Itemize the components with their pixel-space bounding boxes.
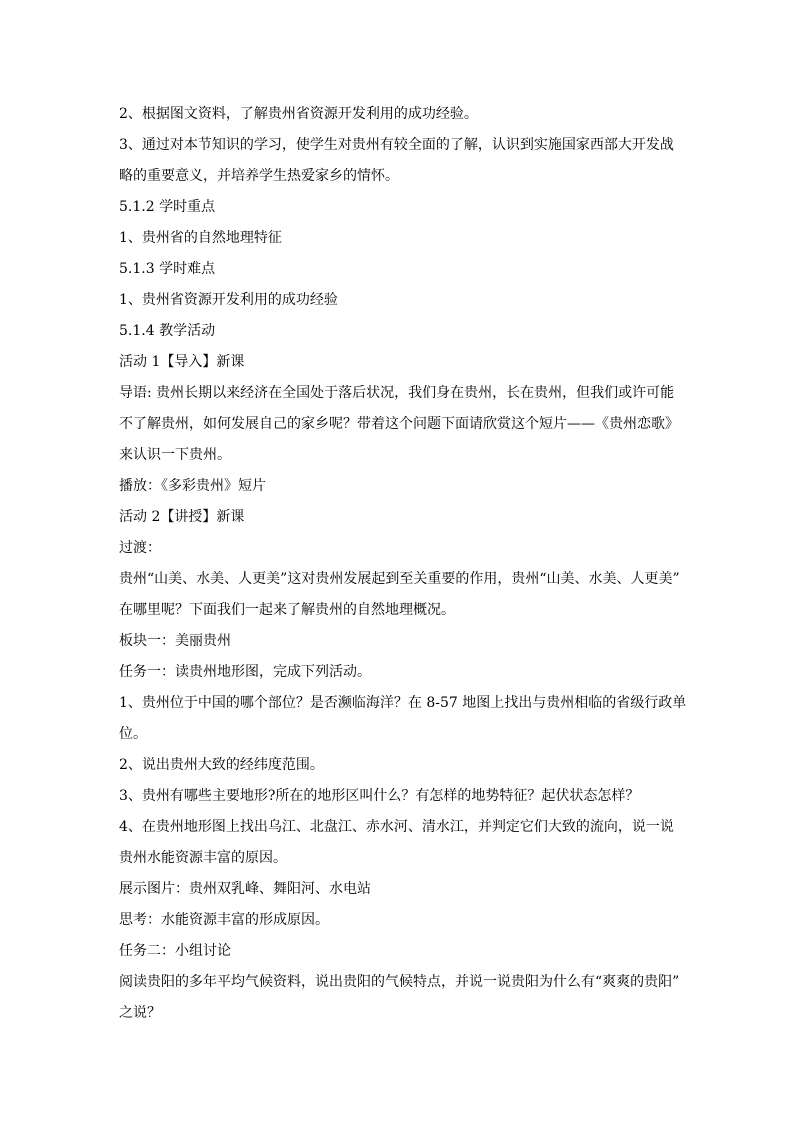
objective-3-line: 3、通过对本节知识的学习，使学生对贵州有较全面的了解，认识到实施国家西部大开发战 xyxy=(119,137,674,153)
transition-label: 过渡： xyxy=(119,540,161,556)
difficulty-item: 1、贵州省资源开发利用的成功经验 xyxy=(119,292,338,308)
objective-2-line: 2、根据图文资料，了解贵州省资源开发利用的成功经验。 xyxy=(119,106,478,122)
task-1-question-3: 3、贵州有哪些主要地形?所在的地形区叫什么？有怎样的地势特征？起伏状态怎样？ xyxy=(119,788,640,804)
task-1-question-1-continuation: 位。 xyxy=(119,726,147,742)
key-point-item: 1、贵州省的自然地理特征 xyxy=(119,230,282,246)
task-2-paragraph-line: 阅读贵阳的多年平均气候资料，说出贵阳的气候特点，并说一说贵阳为什么有“爽爽的贵阳” xyxy=(119,974,680,990)
task-2-heading: 任务二：小组讨论 xyxy=(119,943,231,959)
task-1-question-4: 4、在贵州地形图上找出乌江、北盘江、赤水河、清水江，并判定它们大致的流向，说一说 xyxy=(119,819,674,835)
play-video-line: 播放：《多彩贵州》短片 xyxy=(119,478,266,494)
task-1-question-1: 1、贵州位于中国的哪个部位？是否濒临海洋？在 8-57 地图上找出与贵州相临的省级行政单 xyxy=(119,695,687,711)
section-heading-key-points: 5.1.2 学时重点 xyxy=(119,199,216,215)
task-1-question-2: 2、说出贵州大致的经纬度范围。 xyxy=(119,757,324,773)
task-1-question-4-continuation: 贵州水能资源丰富的原因。 xyxy=(119,850,287,866)
objective-3-continuation-line: 略的重要意义，并培养学生热爱家乡的情怀。 xyxy=(119,168,399,184)
transition-paragraph-line: 贵州“山美、水美、人更美”这对贵州发展起到至关重要的作用，贵州“山美、水美、人更美” xyxy=(119,571,680,587)
document-body xyxy=(119,99,687,1029)
task-2-paragraph-line: 之说？ xyxy=(119,1005,161,1021)
intro-paragraph-line: 不了解贵州，如何发展自己的家乡呢？带着这个问题下面请欣赏这个短片——《贵州恋歌》 xyxy=(119,416,679,432)
show-pictures-line: 展示图片：贵州双乳峰、舞阳河、水电站 xyxy=(119,881,371,897)
section-heading-difficulties: 5.1.3 学时难点 xyxy=(119,261,216,277)
section-heading-activities: 5.1.4 教学活动 xyxy=(119,323,216,339)
intro-paragraph-line: 来认识一下贵州。 xyxy=(119,447,231,463)
module-1-heading: 板块一：美丽贵州 xyxy=(119,633,231,649)
intro-paragraph-line: 导语: 贵州长期以来经济在全国处于落后状况，我们身在贵州，长在贵州，但我们或许可能 xyxy=(119,385,675,401)
transition-paragraph-line: 在哪里呢？下面我们一起来了解贵州的自然地理概况。 xyxy=(119,602,455,618)
activity-2-heading: 活动 2【讲授】新课 xyxy=(119,509,245,525)
task-1-heading: 任务一：读贵州地形图，完成下列活动。 xyxy=(119,664,371,680)
activity-1-heading: 活动 1【导入】新课 xyxy=(119,354,245,370)
think-line: 思考：水能资源丰富的形成原因。 xyxy=(119,912,329,928)
